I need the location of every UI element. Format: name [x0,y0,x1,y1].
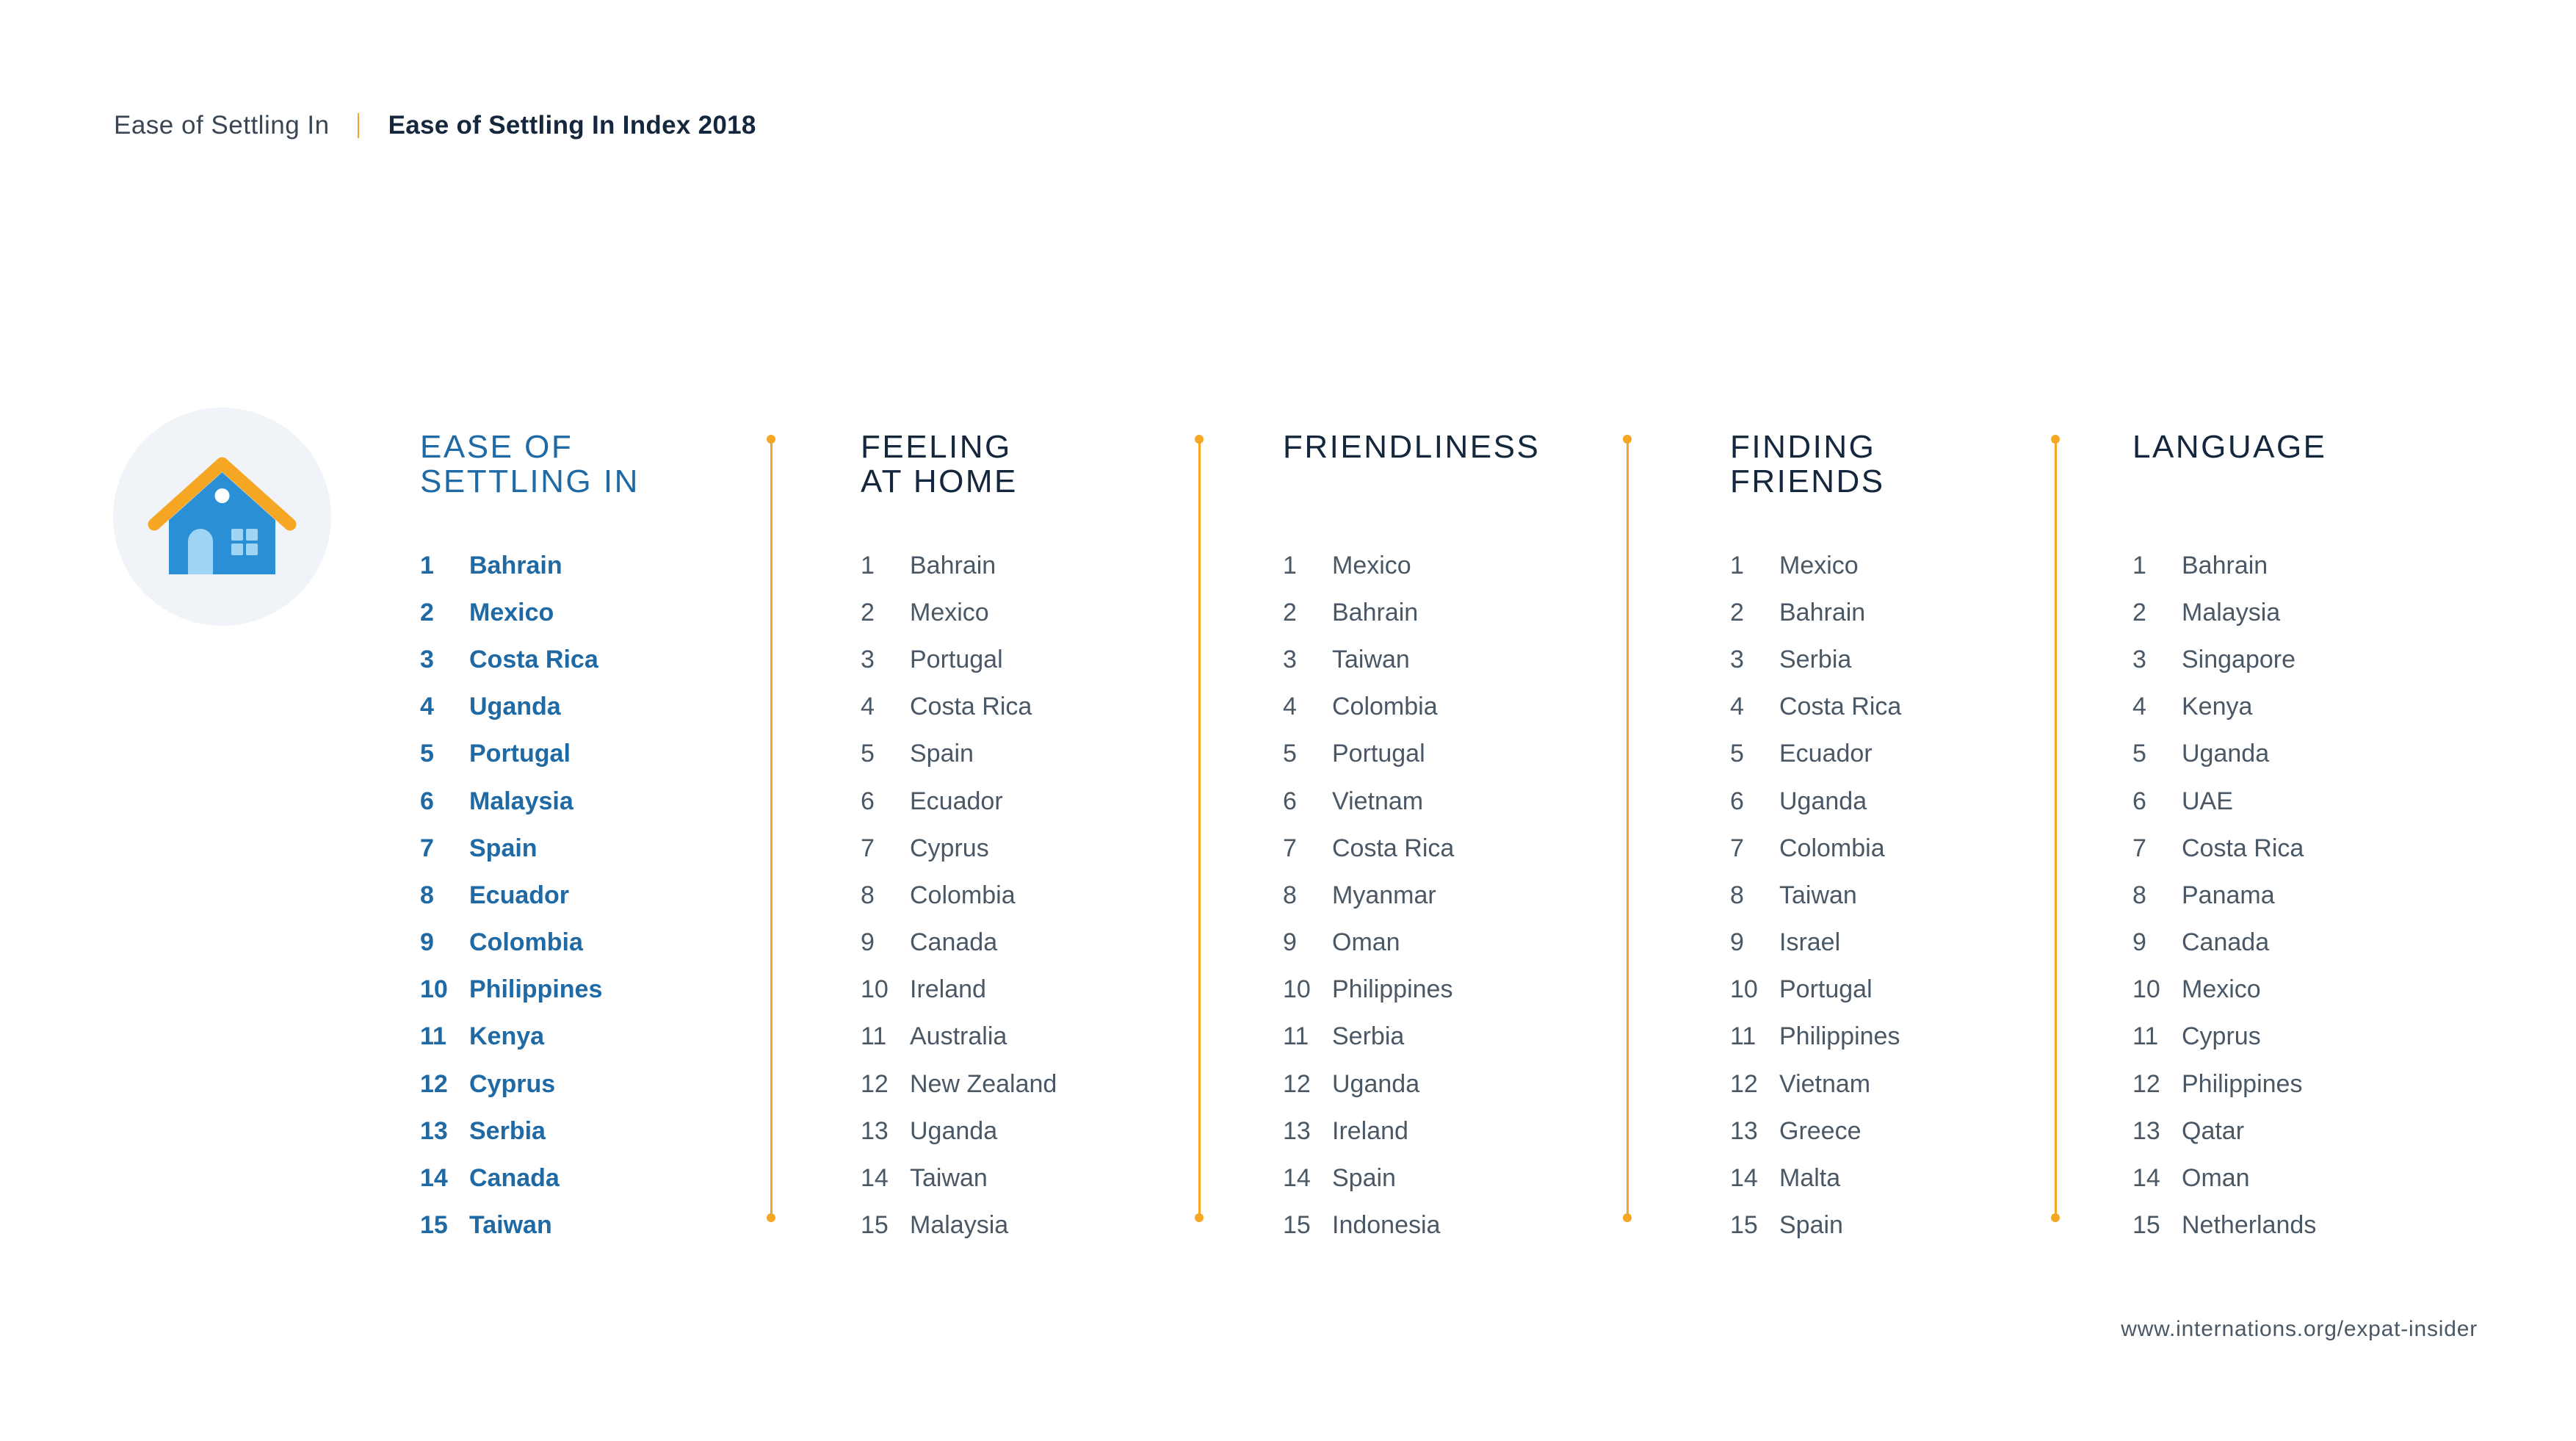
country-name: Ecuador [1779,740,1873,768]
country-name: Netherlands [2182,1211,2317,1240]
column-divider [767,435,775,1222]
country-name: Indonesia [1332,1211,1441,1240]
list-item [2132,825,2316,872]
country-name: Portugal [1779,975,1873,1004]
list-item [861,1014,1057,1061]
list-item [1730,778,1901,825]
country-name: Kenya [2182,693,2253,721]
column-title: EASE OF SETTLING IN [420,429,640,499]
country-name: Taiwan [1779,881,1857,909]
rank-number: 14 [2132,1164,2160,1193]
list-item [1730,967,1901,1014]
rank-number: 1 [420,551,434,579]
list-item [420,1202,602,1249]
country-name: Uganda [469,693,561,721]
list-item [2132,1061,2316,1108]
country-name: Spain [469,834,538,862]
list-item [861,825,1057,872]
country-name: Ireland [1332,1116,1408,1145]
list-item [1730,1202,1901,1249]
rank-number: 7 [420,834,434,862]
rank-number: 10 [1283,975,1311,1004]
rank-number: 5 [861,740,875,768]
rank-number: 9 [420,928,434,957]
country-name: Oman [2182,1164,2250,1193]
country-name: Colombia [1332,693,1438,721]
list-item [1283,731,1454,778]
list-item [1730,684,1901,731]
country-name: Israel [1779,928,1841,957]
list-item [420,1155,602,1202]
list-item [2132,589,2316,636]
rank-number: 7 [2132,834,2146,862]
rank-number: 9 [2132,928,2146,957]
list-item [1730,1155,1901,1202]
country-name: Ireland [910,975,986,1004]
rank-number: 2 [2132,598,2146,626]
column-finding-friends [1730,429,1902,1240]
rank-number: 12 [861,1069,889,1098]
rank-number: 15 [2132,1211,2160,1240]
country-name: Uganda [1779,787,1867,815]
list-item [2132,920,2316,967]
list-item [2132,967,2316,1014]
country-name: Canada [469,1164,560,1193]
rank-number: 15 [420,1211,448,1240]
rank-number: 3 [1283,645,1297,673]
column-language [2132,429,2327,1240]
ranking-list [420,542,602,1249]
list-item [1283,636,1454,683]
list-item [2132,636,2316,683]
country-name: Taiwan [1332,645,1410,673]
list-item [420,589,602,636]
rank-number: 8 [1730,881,1744,909]
country-name: Greece [1779,1116,1862,1145]
country-name: Philippines [1779,1022,1900,1051]
country-name: Taiwan [469,1211,552,1240]
list-item [1283,825,1454,872]
rank-number: 14 [1283,1164,1311,1193]
list-item [861,1155,1057,1202]
list-item [1283,1108,1454,1155]
list-item [2132,1155,2316,1202]
rank-number: 14 [861,1164,889,1193]
rank-number: 3 [420,645,434,673]
country-name: Cyprus [2182,1022,2261,1051]
rank-number: 9 [1730,928,1744,957]
rank-number: 13 [861,1116,889,1145]
country-name: Taiwan [910,1164,988,1193]
rank-number: 5 [420,740,434,768]
country-name: Spain [910,740,974,768]
list-item [1730,542,1901,589]
list-item [2132,872,2316,919]
list-item [2132,542,2316,589]
list-item [420,684,602,731]
country-name: Costa Rica [1332,834,1455,862]
list-item [2132,1014,2316,1061]
column-friendliness [1283,429,1541,1240]
country-name: Philippines [469,975,603,1004]
country-name: Vietnam [1779,1069,1871,1098]
rank-number: 1 [1283,551,1297,579]
rank-number: 13 [1283,1116,1311,1145]
column-title: FINDING FRIENDS [1730,429,1885,499]
rank-number: 6 [1283,787,1297,815]
rank-number: 4 [2132,693,2146,721]
country-name: Philippines [2182,1069,2303,1098]
list-item [861,684,1057,731]
rank-number: 10 [420,975,448,1004]
country-name: Myanmar [1332,881,1436,909]
list-item [861,542,1057,589]
rank-number: 2 [861,598,875,626]
country-name: Uganda [910,1116,998,1145]
rank-number: 14 [420,1164,448,1193]
country-name: Bahrain [469,551,562,579]
rank-number: 1 [2132,551,2146,579]
rank-number: 4 [861,693,875,721]
country-name: Colombia [469,928,583,957]
rank-number: 5 [2132,740,2146,768]
rank-number: 3 [861,645,875,673]
country-name: Mexico [910,598,989,626]
list-item [1283,920,1454,967]
country-name: Mexico [1332,551,1411,579]
list-item [861,1061,1057,1108]
rank-number: 3 [1730,645,1744,673]
country-name: Bahrain [2182,551,2268,579]
list-item [1730,1061,1901,1108]
list-item [2132,684,2316,731]
rank-number: 1 [861,551,875,579]
rank-number: 2 [420,598,434,626]
column-title: LANGUAGE [2132,429,2327,465]
country-name: Ecuador [469,881,570,909]
country-name: Singapore [2182,645,2296,673]
ranking-list [2132,542,2316,1249]
country-name: Spain [1779,1211,1843,1240]
rank-number: 12 [1283,1069,1311,1098]
list-item [861,731,1057,778]
country-name: Mexico [469,598,554,626]
list-item [420,1061,602,1108]
rank-number: 9 [1283,928,1297,957]
ranking-list [1283,542,1454,1249]
rank-number: 3 [2132,645,2146,673]
list-item [1730,1014,1901,1061]
list-item [420,872,602,919]
list-item [861,1202,1057,1249]
rank-number: 8 [1283,881,1297,909]
list-item [861,967,1057,1014]
list-item [1283,1155,1454,1202]
country-name: Costa Rica [2182,834,2304,862]
rank-number: 6 [2132,787,2146,815]
list-item [861,778,1057,825]
list-item [1283,589,1454,636]
rank-number: 10 [1730,975,1758,1004]
country-name: Bahrain [1779,598,1866,626]
rank-number: 6 [1730,787,1744,815]
country-name: Serbia [469,1116,546,1145]
rank-number: 13 [420,1116,448,1145]
country-name: Canada [910,928,998,957]
rank-number: 2 [1730,598,1744,626]
column-divider [1623,435,1632,1222]
list-item [1283,778,1454,825]
list-item [420,1108,602,1155]
list-item [1730,825,1901,872]
rank-number: 15 [861,1211,889,1240]
house-icon [113,408,331,626]
country-name: Costa Rica [1779,693,1902,721]
rank-number: 13 [2132,1116,2160,1145]
rank-number: 10 [861,975,889,1004]
list-item [1283,1202,1454,1249]
rank-number: 9 [861,928,875,957]
list-item [420,825,602,872]
country-name: Costa Rica [469,645,598,673]
list-item [420,920,602,967]
rank-number: 12 [2132,1069,2160,1098]
country-name: Costa Rica [910,693,1032,721]
rank-number: 1 [1730,551,1744,579]
rank-number: 5 [1730,740,1744,768]
rank-number: 4 [1730,693,1744,721]
breadcrumb-section[interactable]: Ease of Settling In [114,111,330,140]
country-name: Philippines [1332,975,1453,1004]
list-item [420,636,602,683]
rank-number: 11 [861,1022,887,1051]
rank-number: 8 [861,881,875,909]
country-name: Spain [1332,1164,1396,1193]
list-item [861,636,1057,683]
list-item [1730,589,1901,636]
country-name: Mexico [2182,975,2261,1004]
country-name: Malta [1779,1164,1841,1193]
list-item [861,1108,1057,1155]
list-item [420,542,602,589]
country-name: Kenya [469,1022,545,1051]
list-item [1283,872,1454,919]
country-name: Portugal [469,740,571,768]
country-name: Uganda [1332,1069,1420,1098]
column-title: FEELING AT HOME [861,429,1018,499]
country-name: Portugal [910,645,1003,673]
country-name: Serbia [1779,645,1852,673]
country-name: Oman [1332,928,1400,957]
country-name: Canada [2182,928,2270,957]
source-link[interactable]: www.internations.org/expat-insider [2121,1317,2478,1341]
rank-number: 12 [420,1069,448,1098]
country-name: Uganda [2182,740,2270,768]
rank-number: 13 [1730,1116,1758,1145]
list-item [1283,1061,1454,1108]
country-name: Vietnam [1332,787,1424,815]
list-item [420,778,602,825]
page-title: Ease of Settling In Index 2018 [388,111,756,140]
column-title: FRIENDLINESS [1283,429,1541,465]
rank-number: 7 [861,834,875,862]
list-item [420,731,602,778]
country-name: Ecuador [910,787,1003,815]
rank-number: 5 [1283,740,1297,768]
list-item [2132,1202,2316,1249]
country-name: Cyprus [469,1069,556,1098]
rank-number: 15 [1283,1211,1311,1240]
list-item [1730,872,1901,919]
list-item [1730,920,1901,967]
rank-number: 11 [1283,1022,1309,1051]
list-item [1283,684,1454,731]
country-name: Australia [910,1022,1007,1051]
list-item [1283,542,1454,589]
list-item [861,589,1057,636]
rank-number: 4 [420,693,434,721]
rank-number: 7 [1730,834,1744,862]
column-feeling-at-home [861,429,1057,1240]
country-name: Colombia [910,881,1016,909]
country-name: UAE [2182,787,2233,815]
list-item [420,967,602,1014]
country-name: Malaysia [910,1211,1009,1240]
list-item [2132,1108,2316,1155]
column-divider [1195,435,1204,1222]
rank-number: 11 [420,1022,446,1051]
country-name: Colombia [1779,834,1885,862]
rank-number: 7 [1283,834,1297,862]
country-name: Bahrain [910,551,996,579]
rank-number: 11 [1730,1022,1756,1051]
country-name: Serbia [1332,1022,1405,1051]
rank-number: 2 [1283,598,1297,626]
rank-number: 8 [2132,881,2146,909]
country-name: Panama [2182,881,2275,909]
list-item [1730,636,1901,683]
column-ease-of-settling-in [420,429,640,1240]
rank-number: 10 [2132,975,2160,1004]
list-item [2132,778,2316,825]
country-name: Malaysia [469,787,574,815]
rank-number: 12 [1730,1069,1758,1098]
list-item [1283,1014,1454,1061]
country-name: Mexico [1779,551,1859,579]
list-item [1730,1108,1901,1155]
country-name: Cyprus [910,834,989,862]
ranking-list [861,542,1057,1249]
list-item [1283,967,1454,1014]
column-divider [2051,435,2060,1222]
list-item [861,872,1057,919]
rank-number: 14 [1730,1164,1758,1193]
ranking-list [1730,542,1901,1249]
rank-number: 11 [2132,1022,2159,1051]
list-item [420,1014,602,1061]
breadcrumb [114,107,756,144]
country-name: New Zealand [910,1069,1057,1098]
list-item [861,920,1057,967]
rank-number: 15 [1730,1211,1758,1240]
rank-number: 6 [420,787,434,815]
house-icon-badge [113,408,331,626]
list-item [2132,731,2316,778]
country-name: Portugal [1332,740,1425,768]
country-name: Qatar [2182,1116,2245,1145]
breadcrumb-separator [358,113,359,138]
rank-number: 4 [1283,693,1297,721]
list-item [1730,731,1901,778]
rank-number: 6 [861,787,875,815]
country-name: Malaysia [2182,598,2281,626]
rank-number: 8 [420,881,434,909]
country-name: Bahrain [1332,598,1419,626]
